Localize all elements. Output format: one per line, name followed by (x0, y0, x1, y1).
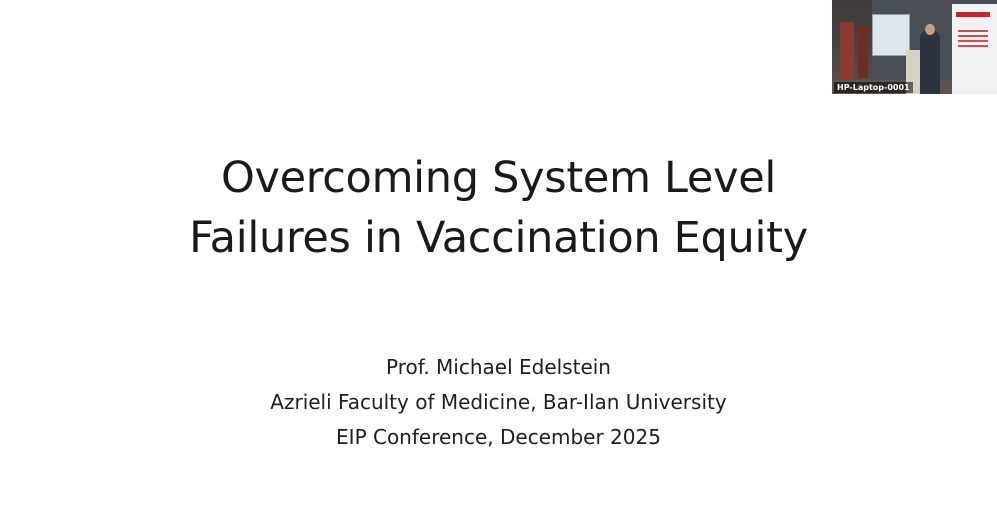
slide-title-line-1: Overcoming System Level (220, 153, 777, 203)
slide-title (0, 148, 997, 268)
slide-subtitle (0, 350, 997, 455)
webcam-door (858, 26, 868, 78)
webcam-speaker-head (925, 24, 935, 35)
presenter-affiliation: Azrieli Faculty of Medicine, Bar-Ilan University (270, 390, 727, 414)
webcam-door (840, 22, 854, 82)
slide-title-line-2: Failures in Vaccination Equity (189, 213, 808, 263)
participant-name-label: HP-Laptop-0001 (834, 82, 913, 93)
webcam-banner-text (958, 30, 988, 48)
presenter-name: Prof. Michael Edelstein (386, 355, 611, 379)
webcam-banner-accent (956, 12, 990, 17)
webcam-banner (952, 4, 997, 94)
webcam-speaker (920, 30, 940, 94)
webcam-thumbnail[interactable] (832, 0, 997, 94)
conference-info: EIP Conference, December 2025 (336, 425, 661, 449)
webcam-projection-screen (872, 14, 910, 56)
